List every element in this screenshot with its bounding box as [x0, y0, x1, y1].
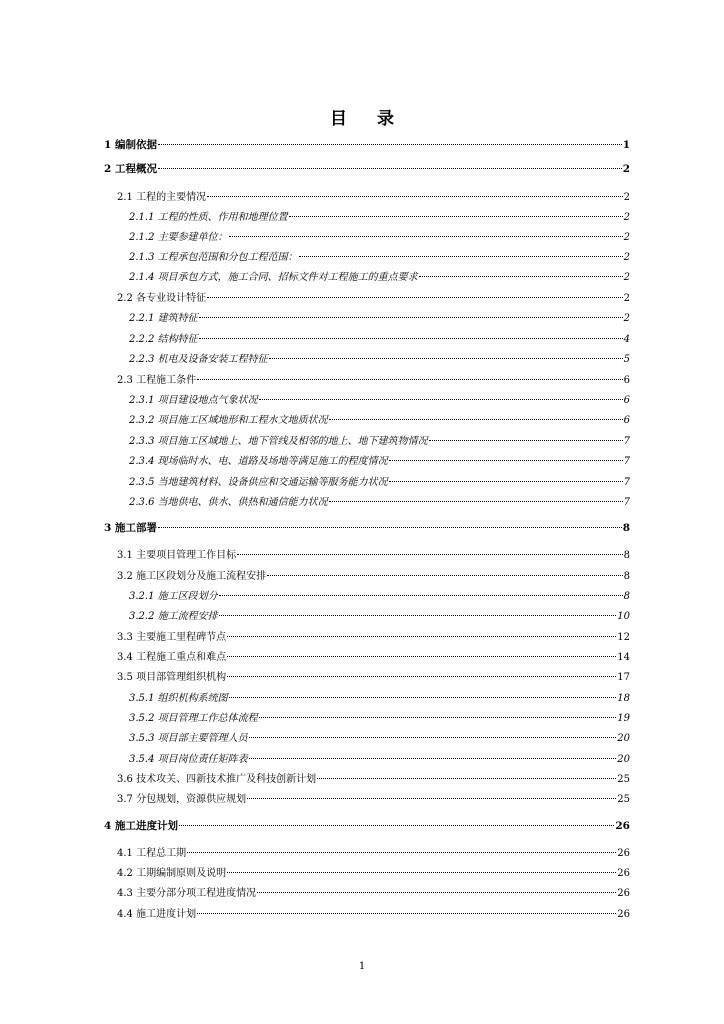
toc-leader-dots [227, 675, 616, 677]
toc-entry-page: 7 [623, 497, 630, 508]
toc-entry[interactable] [104, 819, 630, 833]
toc-leader-dots [269, 357, 623, 359]
toc-entry[interactable] [117, 908, 630, 922]
toc-entry-page: 8 [623, 571, 630, 582]
toc-entry[interactable] [129, 455, 630, 469]
toc-entry-label: 3.4 工程施工重点和难点 [117, 652, 227, 663]
toc-entry-label: 2.1.3 工程承包范围和分包工程范围： [129, 252, 298, 263]
toc-entry-label: 3.2.1 施工区段划分 [129, 591, 218, 602]
toc-entry-page: 26 [617, 868, 630, 879]
toc-entry-page: 2 [623, 252, 630, 263]
toc-entry-page: 20 [617, 733, 630, 744]
toc-entry-page: 4 [623, 334, 630, 345]
toc-entry-label: 2.3.5 当地建筑材料、设备供应和交通运输等服务能力状况 [129, 477, 388, 488]
toc-entry[interactable] [129, 231, 630, 245]
toc-entry-label: 1 编制依据 [104, 139, 157, 151]
toc-entry-label: 3.2.2 施工流程安排 [129, 611, 218, 622]
toc-entry[interactable] [129, 476, 630, 490]
toc-entry-label: 2.2 各专业设计特征 [117, 293, 207, 304]
toc-entry[interactable] [129, 435, 630, 449]
toc-leader-dots [259, 716, 617, 718]
toc-leader-dots [429, 439, 623, 441]
toc-entry-page: 2 [623, 313, 630, 324]
toc-entry-page: 8 [622, 522, 630, 534]
toc-entry[interactable] [117, 570, 630, 584]
toc-entry[interactable] [104, 138, 630, 152]
toc-leader-dots [249, 757, 617, 759]
toc-entry[interactable] [129, 753, 630, 767]
toc-leader-dots [329, 500, 623, 502]
toc-leader-dots [207, 195, 623, 197]
toc-entry[interactable] [117, 773, 630, 787]
toc-entry[interactable] [117, 671, 630, 685]
toc-entry-page: 1 [622, 139, 630, 151]
toc-entry-label: 2.3.3 项目施工区域地上、地下管线及相邻的地上、地下建筑物情况 [129, 436, 428, 447]
toc-leader-dots [249, 736, 617, 738]
toc-leader-dots [227, 871, 616, 873]
toc-leader-dots [329, 418, 623, 420]
toc-entry-page: 6 [623, 415, 630, 426]
toc-entry[interactable] [129, 353, 630, 367]
toc-entry-page: 2 [623, 293, 630, 304]
toc-entry[interactable] [117, 793, 630, 807]
toc-entry-page: 7 [623, 456, 630, 467]
toc-entry-page: 19 [617, 713, 630, 724]
toc-entry-page: 7 [623, 477, 630, 488]
toc-entry-page: 10 [617, 611, 630, 622]
toc-entry-label: 3.5.2 项目管理工作总体流程 [129, 713, 258, 724]
toc-entry-page: 6 [623, 375, 630, 386]
toc-leader-dots [237, 553, 623, 555]
toc-entry[interactable] [104, 521, 630, 535]
toc-entry-label: 2.1.4 项目承包方式，施工合同、招标文件对工程施工的重点要求 [129, 272, 418, 283]
toc-entry-page: 17 [617, 672, 630, 683]
toc-entry[interactable] [129, 271, 630, 285]
toc-leader-dots [158, 526, 622, 528]
toc-leader-dots [267, 574, 623, 576]
toc-entry-label: 2.2.3 机电及设备安装工程特征 [129, 354, 268, 365]
toc-entry-page: 14 [617, 652, 630, 663]
toc-leader-dots [289, 215, 623, 217]
toc-leader-dots [158, 167, 622, 169]
toc-entry-page: 20 [617, 754, 630, 765]
toc-leader-dots [389, 459, 623, 461]
toc-leader-dots [197, 378, 623, 380]
toc-entry-page: 8 [623, 591, 630, 602]
toc-entry[interactable] [129, 732, 630, 746]
toc-leader-dots [199, 316, 623, 318]
toc-entry-page: 6 [623, 395, 630, 406]
toc-entry-label: 2.3.2 项目施工区域地形和工程水文地质状况 [129, 415, 328, 426]
toc-entry[interactable] [117, 191, 630, 205]
toc-entry-label: 4 施工进度计划 [104, 820, 178, 832]
toc-entry-label: 4.1 工程总工期 [117, 848, 187, 859]
page-title: 目录 [330, 109, 424, 129]
toc-entry[interactable] [129, 496, 630, 510]
toc-leader-dots [317, 777, 616, 779]
toc-entry[interactable] [117, 374, 630, 388]
toc-entry-page: 25 [617, 794, 630, 805]
toc-entry-label: 4.3 主要分部分项工程进度情况 [117, 888, 257, 899]
toc-entry-page: 2 [623, 212, 630, 223]
toc-leader-dots [219, 594, 623, 596]
toc-entry[interactable] [129, 414, 630, 428]
toc-entry-page: 7 [623, 436, 630, 447]
toc-entry-page: 12 [617, 632, 630, 643]
toc-entry[interactable] [117, 549, 630, 563]
toc-entry-page: 18 [617, 693, 630, 704]
toc-entry-page: 26 [615, 820, 630, 832]
toc-entry-label: 3.6 技术攻关、四新技术推广及科技创新计划 [117, 774, 317, 785]
toc-leader-dots [247, 797, 616, 799]
page-number: 1 [358, 961, 366, 972]
toc-leader-dots [259, 398, 623, 400]
toc-entry-label: 2.1.2 主要参建单位： [129, 232, 228, 243]
toc-leader-dots [179, 824, 614, 826]
toc-entry-label: 2.2.2 结构特征 [129, 334, 198, 345]
toc-entry-label: 2.3 工程施工条件 [117, 375, 197, 386]
toc-leader-dots [158, 143, 622, 145]
toc-entry-label: 2.1 工程的主要情况 [117, 192, 207, 203]
toc-entry-label: 2.3.6 当地供电、供水、供热和通信能力状况 [129, 497, 328, 508]
toc-entry-label: 4.2 工期编制原则及说明 [117, 868, 227, 879]
toc-entry[interactable] [117, 292, 630, 306]
toc-leader-dots [197, 912, 616, 914]
toc-entry[interactable] [117, 867, 630, 881]
toc-entry-page: 5 [623, 354, 630, 365]
toc-entry-label: 2 工程概况 [104, 163, 157, 175]
toc-entry-label: 2.2.1 建筑特征 [129, 313, 198, 324]
toc-entry[interactable] [117, 887, 630, 901]
toc-entry[interactable] [129, 610, 630, 624]
toc-entry[interactable] [129, 312, 630, 326]
toc-leader-dots [187, 851, 616, 853]
toc-entry[interactable] [129, 333, 630, 347]
toc-leader-dots [219, 614, 617, 616]
toc-entry-page: 25 [617, 774, 630, 785]
toc-entry-page: 2 [623, 232, 630, 243]
toc-entry-label: 3.5.1 组织机构系统图 [129, 693, 228, 704]
toc-leader-dots [389, 480, 623, 482]
toc-entry[interactable] [104, 162, 630, 176]
toc-leader-dots [227, 635, 616, 637]
toc-entry-label: 2.3.1 项目建设地点气象状况 [129, 395, 258, 406]
toc-entry-label: 2.3.4 现场临时水、电、道路及场地等满足施工的程度情况 [129, 456, 388, 467]
toc-leader-dots [207, 296, 623, 298]
toc-leader-dots [229, 235, 623, 237]
toc-entry-label: 3.5 项目部管理组织机构 [117, 672, 227, 683]
toc-entry-label: 3.3 主要施工里程碑节点 [117, 632, 227, 643]
toc-entry[interactable] [129, 251, 630, 265]
toc-entry-page: 2 [622, 163, 630, 175]
toc-entry-label: 3.2 施工区段划分及施工流程安排 [117, 571, 267, 582]
toc-entry[interactable] [129, 211, 630, 225]
toc-entry-label: 3 施工部署 [104, 522, 157, 534]
toc-entry-label: 3.1 主要项目管理工作目标 [117, 550, 237, 561]
toc-entry-page: 8 [623, 550, 630, 561]
toc-leader-dots [227, 655, 616, 657]
toc-entry-label: 2.1.1 工程的性质、作用和地理位置 [129, 212, 288, 223]
toc-entry[interactable] [117, 847, 630, 861]
toc-entry[interactable] [129, 590, 630, 604]
toc-entry-page: 26 [617, 909, 630, 920]
toc-leader-dots [229, 696, 617, 698]
toc-leader-dots [299, 255, 623, 257]
toc-entry[interactable] [117, 631, 630, 645]
toc-leader-dots [257, 891, 616, 893]
toc-entry-page: 26 [617, 848, 630, 859]
toc-entry-label: 3.5.4 项目岗位责任矩阵表 [129, 754, 248, 765]
toc-entry-page: 2 [623, 272, 630, 283]
toc-entry[interactable] [117, 651, 630, 665]
toc-entry-page: 26 [617, 888, 630, 899]
toc-entry[interactable] [129, 692, 630, 706]
toc-entry-label: 4.4 施工进度计划 [117, 909, 197, 920]
toc-leader-dots [199, 337, 623, 339]
toc-entry-page: 2 [623, 192, 630, 203]
toc-entry[interactable] [129, 712, 630, 726]
toc-entry[interactable] [129, 394, 630, 408]
toc-entry-label: 3.5.3 项目部主要管理人员 [129, 733, 248, 744]
toc-leader-dots [419, 275, 623, 277]
toc-entry-label: 3.7 分包规划，资源供应规划 [117, 794, 247, 805]
